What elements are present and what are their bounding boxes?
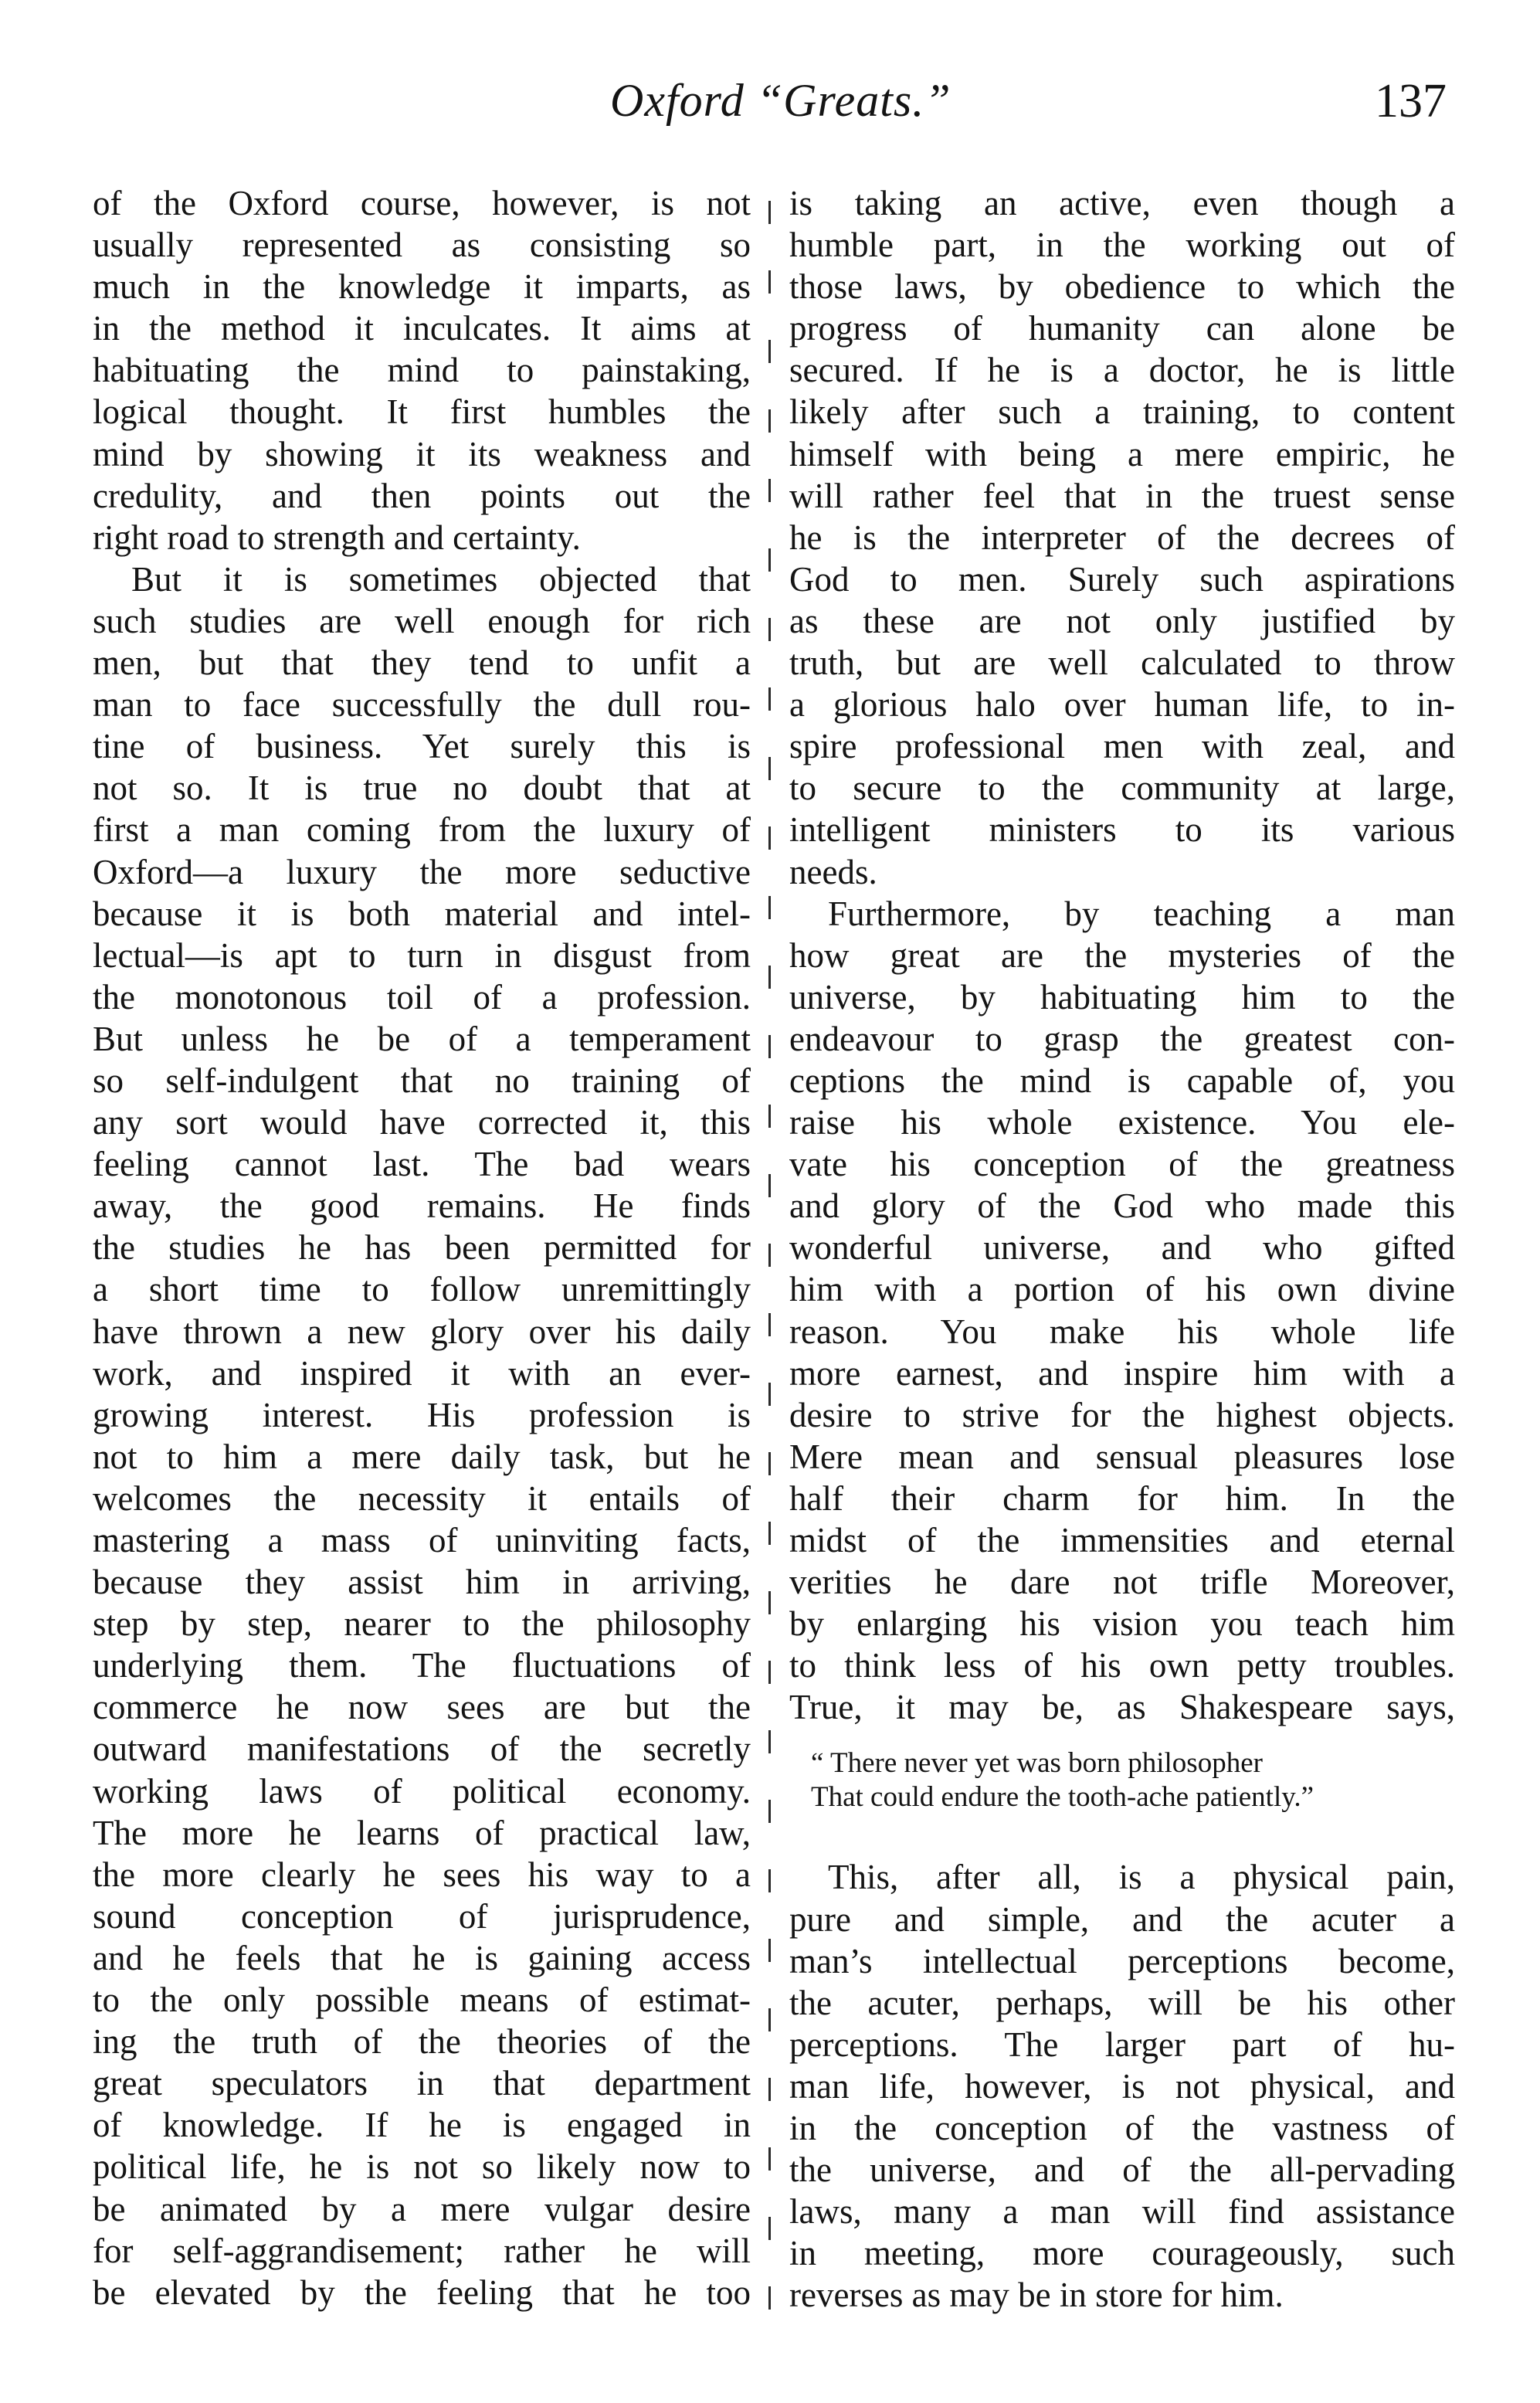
text-line: likely after such a training, to content (789, 392, 1455, 432)
text-line: man life, however, is not physical, and (789, 2066, 1455, 2106)
text-line: and he feels that he is gaining access (93, 1938, 751, 1977)
page-number: 137 (1375, 75, 1447, 127)
text-line: will rather feel that in the truest sense (789, 476, 1455, 515)
text-line: those laws, by obedience to which the (789, 267, 1455, 307)
text-line: man to face successfully the dull rou- (93, 685, 751, 725)
text-line: in meeting, more courageously, such (789, 2234, 1455, 2273)
running-title: Oxford “Greats.” (610, 75, 951, 126)
text-line: mastering a mass of uninviting facts, (93, 1521, 751, 1560)
text-line: wonderful universe, and who gifted (789, 1228, 1455, 1268)
text-line: raise his whole existence. You ele- (789, 1103, 1455, 1142)
text-line: because they assist him in arriving, (93, 1563, 751, 1602)
text-line: be animated by a mere vulgar desire (93, 2189, 751, 2228)
text-line: mind by showing it its weakness and (93, 434, 751, 473)
text-line: because it is both material and intel- (93, 894, 751, 933)
text-line: Furthermore, by teaching a man (828, 894, 1455, 933)
text-line: the universe, and of the all-pervading (789, 2150, 1455, 2190)
text-line: This, after all, is a physical pain, (828, 1858, 1455, 1897)
text-line: logical thought. It first humbles the (93, 392, 751, 432)
text-line: habituating the mind to painstaking, (93, 351, 751, 390)
right-column-part-a (789, 182, 1455, 1728)
verse-quotation (789, 1746, 1455, 1814)
text-line: the acuter, perhaps, will be his other (789, 1983, 1455, 2022)
text-line: for self-aggrandisement; rather he will (93, 2231, 751, 2270)
quote-line: “ There never yet was born philosopher (811, 1747, 1263, 1780)
text-line: not so. It is true no doubt that at (93, 769, 751, 808)
text-line: the monotonous toil of a profession. (93, 977, 751, 1017)
text-line: endeavour to grasp the greatest con- (789, 1019, 1455, 1058)
text-line: to secure to the community at large, (789, 769, 1455, 808)
text-line: to think less of his own petty troubles. (789, 1646, 1455, 1685)
text-line: sound conception of jurisprudence, (93, 1896, 751, 1936)
text-line: growing interest. His profession is (93, 1395, 751, 1434)
text-line: first a man coming from the luxury of (93, 810, 751, 850)
text-line: great speculators in that department (93, 2064, 751, 2103)
text-line: is taking an active, even though a (789, 184, 1455, 222)
text-line: right road to strength and certainty. (93, 518, 581, 557)
text-line: much in the knowledge it imparts, as (93, 267, 751, 307)
text-line: so self-indulgent that no training of (93, 1061, 751, 1100)
text-line: as these are not only justified by (789, 601, 1455, 640)
column-rule (763, 185, 777, 2340)
text-line: more earnest, and inspire him with a (789, 1353, 1455, 1393)
text-line: a glorious halo over human life, to in- (789, 685, 1455, 725)
text-line: and glory of the God who made this (789, 1186, 1455, 1226)
text-line: progress of humanity can alone be (789, 309, 1455, 348)
text-line: by enlarging his vision you teach him (789, 1604, 1455, 1644)
text-line: welcomes the necessity it entails of (93, 1478, 751, 1518)
text-line: reverses as may be in store for him. (789, 2276, 1284, 2315)
text-line: universe, by habituating him to the (789, 977, 1455, 1017)
text-line: underlying them. The fluctuations of (93, 1646, 751, 1685)
spacer (789, 1728, 1455, 1746)
text-line: intelligent ministers to its various (789, 810, 1455, 850)
text-line: perceptions. The larger part of hu- (789, 2025, 1455, 2064)
text-line: usually represented as consisting so (93, 226, 751, 265)
text-line: ceptions the mind is capable of, you (789, 1061, 1455, 1100)
text-line: needs. (789, 852, 877, 891)
text-line: of the Oxford course, however, is not (93, 184, 751, 222)
text-line: The more he learns of practical law, (93, 1813, 751, 1852)
text-line: verities he dare not trifle Moreover, (789, 1563, 1455, 1602)
quote-line: That could endure the tooth-ache patiently.” (811, 1781, 1314, 1814)
text-line: tine of business. Yet surely this is (93, 727, 751, 766)
text-line: away, the good remains. He finds (93, 1186, 751, 1226)
text-line: credulity, and then points out the (93, 476, 751, 515)
text-line: half their charm for him. In the (789, 1478, 1455, 1518)
text-line: have thrown a new glory over his daily (93, 1312, 751, 1351)
text-line: feeling cannot last. The bad wears (93, 1145, 751, 1184)
text-line: how great are the mysteries of the (789, 935, 1455, 975)
text-line: such studies are well enough for rich (93, 601, 751, 640)
text-line: But unless he be of a temperament (93, 1019, 751, 1058)
text-line: the studies he has been permitted for (93, 1228, 751, 1268)
text-line: reason. You make his whole life (789, 1312, 1455, 1351)
text-line: working laws of political economy. (93, 1771, 751, 1811)
text-line: in the method it inculcates. It aims at (93, 309, 751, 348)
text-line: political life, he is not so likely now to (93, 2147, 751, 2187)
text-line: he is the interpreter of the decrees of (789, 518, 1455, 557)
right-column (789, 182, 1455, 2316)
text-line: secured. If he is a doctor, he is little (789, 351, 1455, 390)
text-line: of knowledge. If he is engaged in (93, 2106, 751, 2145)
text-line: outward manifestations of the secretly (93, 1729, 751, 1769)
text-line: humble part, in the working out of (789, 226, 1455, 265)
text-line: work, and inspired it with an ever- (93, 1353, 751, 1393)
text-line: God to men. Surely such aspirations (789, 559, 1455, 599)
text-line: to the only possible means of estimat- (93, 1980, 751, 2020)
text-line: himself with being a mere empiric, he (789, 434, 1455, 473)
text-line: a short time to follow unremittingly (93, 1270, 751, 1309)
text-line: any sort would have corrected it, this (93, 1103, 751, 1142)
text-line: step by step, nearer to the philosophy (93, 1604, 751, 1644)
text-line: ing the truth of the theories of the (93, 2022, 751, 2062)
text-line: laws, many a man will find assistance (789, 2192, 1455, 2232)
text-line: spire professional men with zeal, and (789, 727, 1455, 766)
text-line: Oxford—a luxury the more seductive (93, 852, 751, 891)
text-line: Mere mean and sensual pleasures lose (789, 1437, 1455, 1476)
spacer (789, 1814, 1455, 1856)
text-line: lectual—is apt to turn in disgust from (93, 935, 751, 975)
text-line: be elevated by the feeling that he too (93, 2272, 751, 2312)
text-line: the more clearly he sees his way to a (93, 1855, 751, 1894)
text-line: But it is sometimes objected that (131, 559, 751, 599)
text-line: men, but that they tend to unfit a (93, 643, 751, 683)
text-line: commerce he now sees are but the (93, 1688, 751, 1727)
text-line: midst of the immensities and eternal (789, 1521, 1455, 1560)
text-line: man’s intellectual perceptions become, (789, 1941, 1455, 1980)
text-line: in the conception of the vastness of (789, 2109, 1455, 2148)
right-column-part-b (789, 1856, 1455, 2316)
text-line: True, it may be, as Shakespeare says, (789, 1688, 1455, 1727)
text-line: vate his conception of the greatness (789, 1145, 1455, 1184)
text-line: desire to strive for the highest objects. (789, 1395, 1455, 1434)
text-line: not to him a mere daily task, but he (93, 1437, 751, 1476)
text-line: truth, but are well calculated to throw (789, 643, 1455, 683)
text-line: him with a portion of his own divine (789, 1270, 1455, 1309)
text-line: pure and simple, and the acuter a (789, 1899, 1455, 1939)
page-header (0, 74, 1540, 144)
left-column (93, 182, 751, 2313)
